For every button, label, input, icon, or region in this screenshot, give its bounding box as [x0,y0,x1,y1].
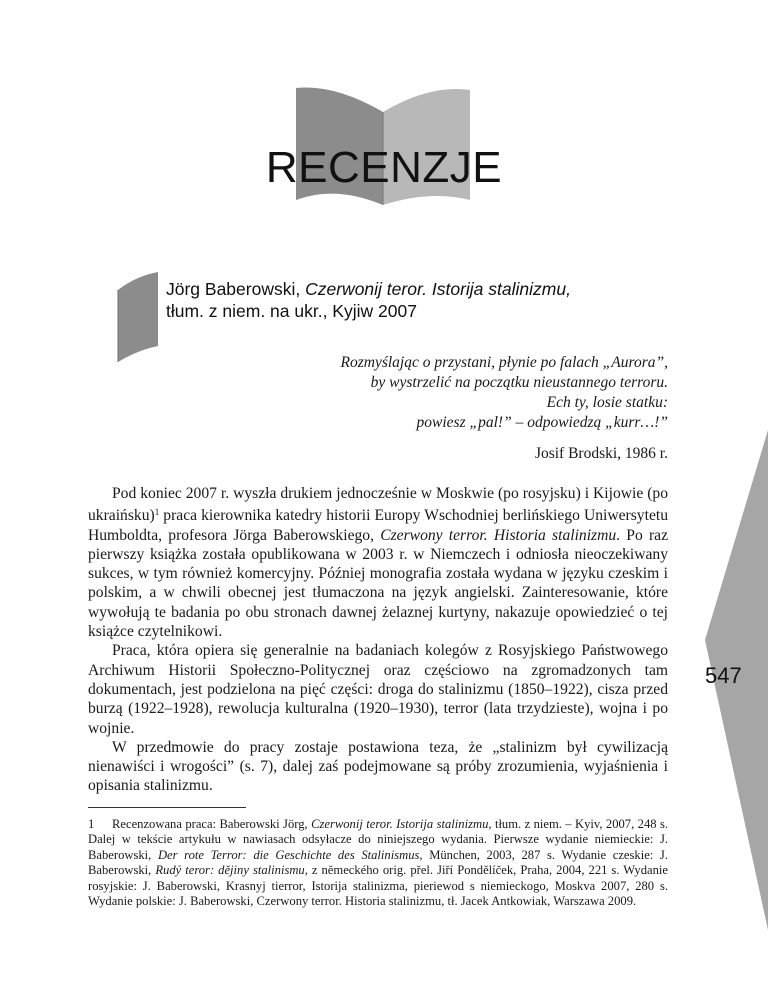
epigraph-source: Josif Brodski, 1986 r. [534,445,668,462]
footnote-reference[interactable]: 1 [154,507,160,518]
book-publication: tłum. z niem. na ukr., Kyjiw 2007 [166,301,417,321]
epigraph-line: Rozmyślając o przystani, płynie po falach „Aurora”, [340,354,668,371]
book-author: Jörg Baberowski, [166,279,301,299]
page-number: 547 [705,663,742,688]
epigraph-line: powiesz „pal!” – odpowiedzą „kurr…!” [416,414,668,431]
review-heading [166,278,686,322]
paragraph: W przedmowie do pracy zostaje postawiona teza, że „stalinizm był cywilizacją nienawiści i wrogości” (s. 7), dalej zaś podejmowane są próby zrozumienia, wyjaśnienia i opisania stalinizmu. [88,738,668,795]
footnote-number: 1 [88,817,95,831]
body-text [88,484,668,796]
paragraph: Praca, która opiera się generalnie na badaniach kolegów z Rosyjskiego Państwowego Archiwum Historii Społeczno-Politycznej oraz częściowo na zgromadzonych tam dokumentach, jest podzielona na pięć części: droga do stalinizmu (1850–1922), cisza przed burzą (1922–1928), rewolucja kulturalna (1920–1930), terror (lata trzydzieste), wojna i po wojnie. [88,642,668,737]
epigraph [148,353,668,433]
small-open-book-icon [118,272,158,362]
epigraph-line: by wystrzelić na początku nieustannego terroru. [370,374,668,391]
epigraph-line: Ech ty, losie statku: [546,394,668,411]
footnote: 1 Recenzowana praca: Baberowski Jörg, Czerwonij teror. Istorija stalinizmu, tłum. z niem. – Kyiv, 2007, 248 s. Dalej w tekście artykułu w nawiasach odsyłacze do niniejszego wydania. Pierwsze wydanie niemieckie: J. Baberowski, Der rote Terror: die Geschichte des Stalinismus, München, 2003, 287 s. Wydanie czeskie: J. Baberowski, Rudý teror: dějiny stalinismu, z německého orig. přel. Jiří Pondělíček, Praha, 2004, 221 s. Wydanie rosyjskie: J. Baberowski, Krasnyj tierror, Istorija stalinizma, pieriewod s niemieckogo, Moskva 2007, 280 s. Wydanie polskie: J. Baberowski, Czerwony terror. Historia stalinizmu, tł. Jacek Antkowiak, Warszawa 2009. [88,817,668,909]
book-title: Czerwonij teror. Istorija stalinizmu, [305,279,571,299]
paragraph: Pod koniec 2007 r. wyszła drukiem jednocześnie w Moskwie (po rosyjsku) i Kijowie (po ukraińsku)$^1$ praca kierownika katedry historii Europy Wschodniej berlińskiego Uniwersytetu Humboldta, profesora Jörga Baberowskiego, Czerwony terror. Historia stalinizmu. Po raz pierwszy książka została opublikowana w 2003 r. w Niemczech i odniosła nieoczekiwany sukces, w tym również komercyjny. Później monografia została wydana w języku czeskim i polskim, a w chwili obecnej jest tłumaczona na język angielski. Zainteresowanie, które wywołują te badania po obu stronach dawnej żelaznej kurtyny, nakazuje opowiedzieć o tej książce czytelnikowi. [88,485,669,641]
footnote-divider [88,807,246,808]
section-title: RECENZJE [265,143,503,192]
